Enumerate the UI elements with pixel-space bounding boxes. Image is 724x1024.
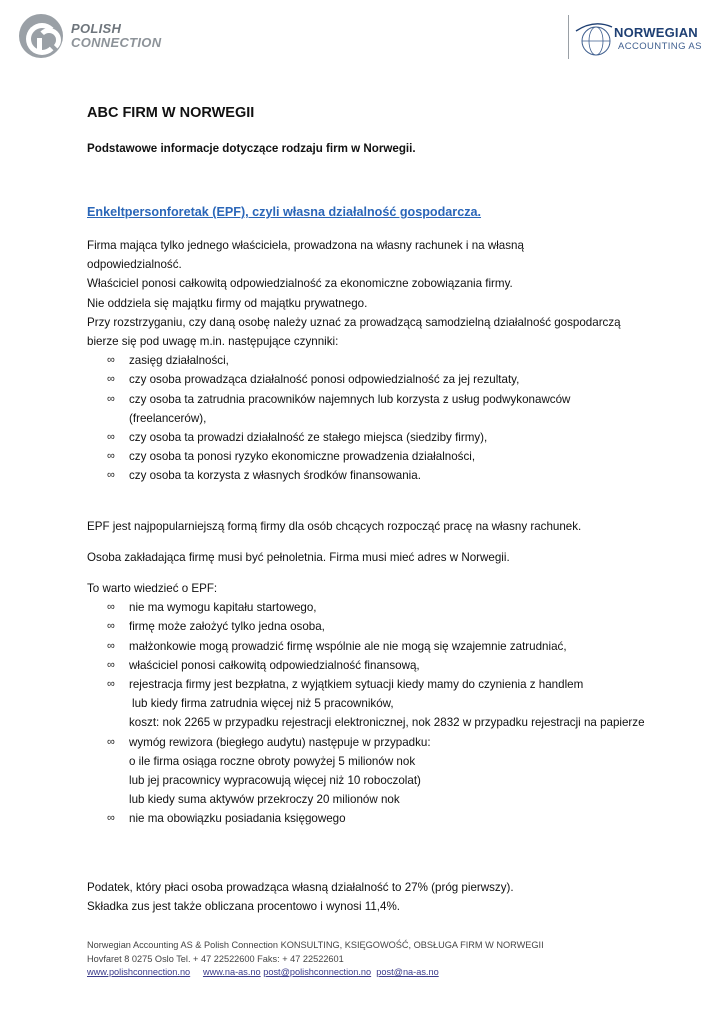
list-item-line: ∞ rejestracja firmy jest bezpłatna, z wyjątkiem sytuacji kiedy mamy do czynienia z handlem [129, 678, 584, 692]
intro-line: Właściciel ponosi całkowitą odpowiedzialność za ekonomiczne zobowiązania firmy. [87, 277, 513, 291]
section-heading: Enkeltpersonforetak (EPF), czyli własna działalność gospodarcza. [87, 205, 482, 219]
intro-line: Przy rozstrzyganiu, czy daną osobę należy uznać za prowadzącą samodzielną działalność gospodarczą [87, 315, 621, 329]
list-item-line: lub kiedy suma aktywów przekroczy 20 milionów nok [129, 793, 400, 807]
polish-connection-logo [19, 14, 161, 58]
list-item [87, 733, 657, 810]
footer-line1: Norwegian Accounting AS & Polish Connection KONSULTING, KSIĘGOWOŚĆ, OBSŁUGA FIRM W NORWEGII [87, 940, 544, 950]
list-item: ∞ nie ma obowiązku posiadania księgowego [87, 809, 657, 828]
right-logo-line1: NORWEGIAN [614, 25, 698, 40]
list-item: ∞ czy osoba prowadząca działalność ponosi odpowiedzialność za jej rezultaty, [87, 370, 657, 389]
norwegian-accounting-logo [568, 15, 708, 61]
list-item: ∞ czy osoba ta zatrudnia pracowników najemnych lub korzysta z usług podwykonawców (freelancerów), [87, 390, 599, 428]
intro-line: Firma mająca tylko jednego właściciela, prowadzona na własny rachunek i na własną [87, 239, 524, 252]
paragraph: Podatek, który płaci osoba prowadząca własną działalność to 27% (próg pierwszy). [87, 881, 514, 894]
list-item: ∞ małżonkowie mogą prowadzić firmę wspólnie ale nie mogą się wzajemnie zatrudniać, [87, 637, 657, 656]
paragraph: Osoba zakładająca firmę musi być pełnoletnia. Firma musi mieć adres w Norwegii. [87, 551, 510, 564]
list-item: ∞ czy osoba ta prowadzi działalność ze stałego miejsca (siedziby firmy), [87, 428, 657, 447]
email-polishconnection-link[interactable]: post@polishconnection.no [263, 967, 372, 977]
list-item-line: koszt: nok 2265 w przypadku rejestracji elektronicznej, nok 2832 w przypadku rejestracji na papierze [129, 716, 645, 730]
globe-icon [574, 17, 614, 61]
paragraph: EPF jest najpopularniejszą formą firmy dla osób chcących rozpocząć pracę na własny rachunek. [87, 520, 582, 533]
polishconnection-link[interactable]: www.polishconnection.no [87, 967, 191, 977]
list-item: ∞ firmę może założyć tylko jedna osoba, [87, 617, 657, 636]
footer-line2: Hovfaret 8 0275 Oslo Tel. + 47 22522600 Faks: + 47 22522601 [87, 953, 344, 964]
list-item: ∞ czy osoba ta ponosi ryzyko ekonomiczne prowadzenia działalności, [87, 447, 657, 466]
email-na-as-link[interactable]: post@na-as.no [376, 967, 439, 977]
worth-list [87, 598, 657, 828]
intro-line: odpowiedzialność. [87, 258, 182, 272]
list-item-line: lub jej pracownicy wypracowują więcej niż 10 roboczolat) [129, 774, 421, 788]
list-item-line: o ile firma osiąga roczne obroty powyżej 5 milionów nok [129, 754, 416, 768]
intro-block [87, 236, 657, 486]
list-item: ∞ nie ma wymogu kapitału startowego, [87, 598, 657, 617]
intro-line: Nie oddziela się majątku firmy od majątku prywatnego. [87, 296, 368, 310]
paragraph: Składka zus jest także obliczana procentowo i wynosi 11,4%. [87, 900, 400, 913]
na-as-link[interactable]: www.na-as.no [202, 967, 261, 977]
page-title: ABC FIRM W NORWEGII [87, 105, 255, 121]
list-item-line: lub kiedy firma zatrudnia więcej niż 5 pracowników, [132, 697, 394, 711]
worth-block [87, 579, 657, 829]
left-logo-line1: POLISH [71, 21, 122, 36]
list-item-line: ∞ wymóg rewizora (biegłego audytu) następuje w przypadku: [129, 735, 431, 749]
subtitle: Podstawowe informacje dotyczące rodzaju firm w Norwegii. [87, 142, 416, 155]
list-item: ∞ czy osoba ta korzysta z własnych środków finansowania. [87, 466, 657, 485]
list-item: ∞ właściciel ponosi całkowitą odpowiedzialność finansową, [87, 656, 657, 675]
intro-line: bierze się pod uwagę m.in. następujące czynniki: [87, 335, 339, 349]
worth-title: To warto wiedzieć o EPF: [87, 582, 218, 595]
cp-logo-icon [19, 14, 63, 58]
list-item [87, 675, 657, 733]
left-logo-line2: CONNECTION [71, 35, 162, 50]
footer [87, 939, 544, 980]
factors-list [87, 351, 657, 485]
right-logo-line2: ACCOUNTING AS [618, 41, 702, 52]
footer-links [87, 966, 544, 980]
list-item: ∞ zasięg działalności, [87, 351, 657, 370]
